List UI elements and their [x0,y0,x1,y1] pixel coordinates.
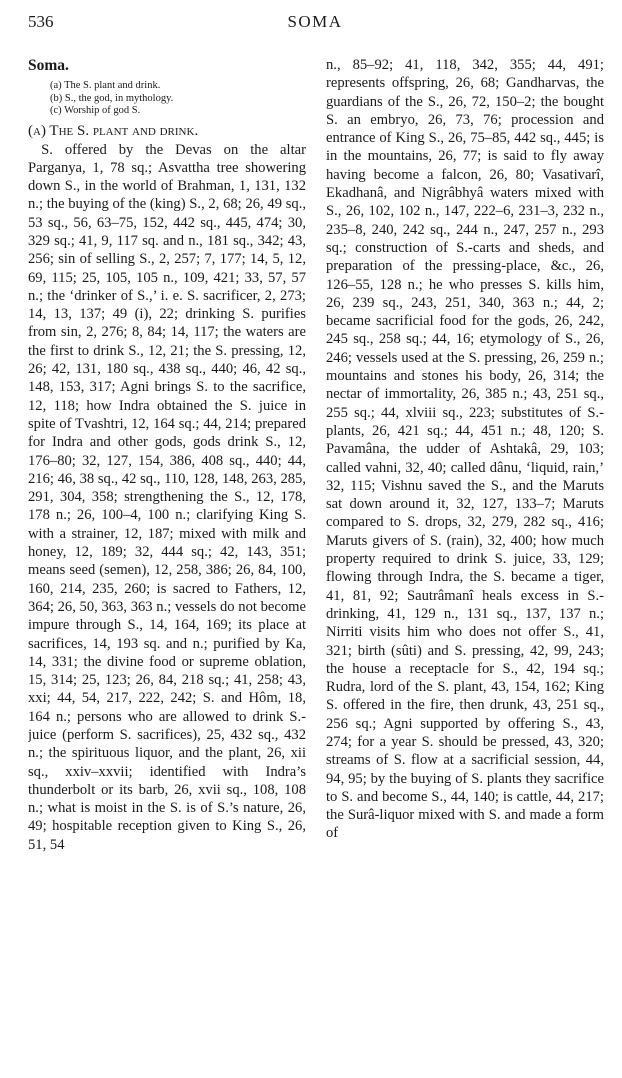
page-number: 536 [28,12,54,31]
page-header [28,12,602,38]
section-title: (a) The S. plant and drink. [28,122,199,139]
running-title: SOMA [287,12,343,31]
subdivision-item: (b) S., the god, in mythology. [50,92,174,104]
left-column [28,56,306,1066]
entry-text-right: n., 85–92; 41, 118, 342, 355; 44, 491; represents offspring, 26, 68; Gandharvas, the guardians of the S., 26, 72, 150–2; the bought S. an embryo, 26, 73, 76; procession and entrance of King S., 26, 75–85, 442 sq., 445; is in the mountains, 26, 77; is said to fly away having become a falcon, 26, 80; Vasativarî, Ekadhanâ, and Nigrâbhyâ waters mixed with S., 26, 102, 102 n., 147, 222–6, 231–3, 232 n., 235–8, 240, 242 sq., 244 n., 247, 257 n., 293 sq.; construction of S.-carts and sheds, and preparation of the pressing-place, &c., 26, 126–55, 128 n.; he who presses S. kills him, 26, 239 sq., 243, 251, 340, 363 n.; 44, 2; became sacrificial food for the gods, 26, 242, 245 sq., 258 sq.; 44, 16; etymology of S., 26, 246; vessels used at the S. pressing, 26, 259 n.; mountains and stones his body, 26, 314; the nectar of immortality, 26, 385 n.; 43, 251 sq., 255 sq.; 44, xlviii sq., 223; substitutes of S.-plants, 26, 421 sq.; 44, 451 n.; 48, 120; S. Pavamâna, the udder of Ashtakâ, 29, 103; called vahni, 32, 40; called dânu, ‘liquid, rain,’ 32, 115; Vishnu saved the S., and the Maruts sat down around it, 32, 127, 133–7; Maruts compared to S. drops, 32, 279, 282 sq., 416; Maruts givers of S. (rain), 32, 400; how much property required to drink S. juice, 33, 129; flowing through Indra, the S. became a tiger, 41, 81, 92; Sautrâmanî heals excess in S.-drinking, 41, 129 n., 131 sq., 137, 137 n.; Nirriti visits him who does not offer S., 41, 321; birth (sûti) and S. pressing, 42, 99, 243; the house a receptacle for S., 42, 194 sq.; Rudra, lord of the S. plant, 43, 154, 162; King S. offered in the fire, then drunk, 43, 251 sq., 256 sq.; Agni supported by offering S., 43, 274; for a year S. should be pressed, 43, 320; streams of S. flow at a sacrificial session, 44, 94, 95; by the buying of S. plants they sacrifice to S. and become S., 44, 140; is cattle, 44, 217; the Surâ-liquor mixed with S. and made a form of [326,57,604,842]
entry-text-left: S. offered by the Devas on the altar Parganya, 1, 78 sq.; Asvattha tree showering down S., in the world of Brahman, 1, 131, 132 n.; the buying of the (king) S., 2, 68; 26, 49 sq., 53 sq., 56, 63–75, 152, 442 sq., 445, 474; 30, 329 sq.; 41, 9, 117 sq. and n., 181 sq., 342; 43, 256; sin of selling S., 2, 257; 7, 177; 14, 5, 12, 69, 115; 25, 105, 105 n., 109, 421; 33, 57, 57 n.; the ‘drinker of S.,’ i. e. S. sacrificer, 2, 273; 14, 13, 137; 49 (i), 22; drinking S. purifies from sin, 2, 276; 8, 84; 14, 117; the waters are the first to drink S., 12, 21; the S. pressing, 12, 26; 42, 131, 180 sq., 438 sq., 440; 46, 42 sq., 148, 153, 317; Agni brings S. to the sacrifice, 12, 118; how Indra obtained the S. juice in spite of Tvashtri, 12, 164 sq.; 44, 214; prepared for Indra and other gods, gods drink S., 12, 176–80; 32, 127, 154, 386, 408 sq., 440; 44, 216; 46, 38 sq., 42 sq., 110, 128, 148, 263, 285, 291, 304, 358; strengthening the S., 12, 178, 178 n.; 26, 100–4, 100 n.; clarifying King S. with a strainer, 12, 187; mixed with milk and honey, 12, 189; 32, 444 sq.; 42, 143, 351; means seed (semen), 12, 258, 386; 26, 84, 100, 160, 214, 235, 260; is sacred to Fathers, 12, 364; 26, 50, 363, 363 n.; vessels do not become impure through S., 14, 164, 169; its place at sacrifices, 14, 193 sq. and n.; purified by Ka, 14, 331; the divine food or supreme oblation, 15, 314; 25, 123; 26, 84, 218 sq.; 41, 258; 43, xxi; 44, 54, 217, 222, 242; S. and Hôm, 18, 164 n.; persons who are allowed to drink S.-juice (perform S. sacrifices), 25, 432 sq., 432 n.; the spirituous liquor, and the plant, 26, xii sq., xxiv–xxvii; identified with Indra’s thunderbolt or its barb, 26, xvii sq., 108, 108 n.; what is moist in the S. is of S.’s nature, 26, 49; hospitable reception given to King S., 26, 51, 54 [28,141,306,853]
subdivision-list [50,80,306,118]
subdivision-item: (c) Worship of god S. [50,105,141,116]
right-column [326,56,604,1066]
entry-heading: Soma. [28,57,69,74]
subdivision-item: (a) The S. plant and drink. [50,80,161,91]
two-column-body [28,56,604,1066]
